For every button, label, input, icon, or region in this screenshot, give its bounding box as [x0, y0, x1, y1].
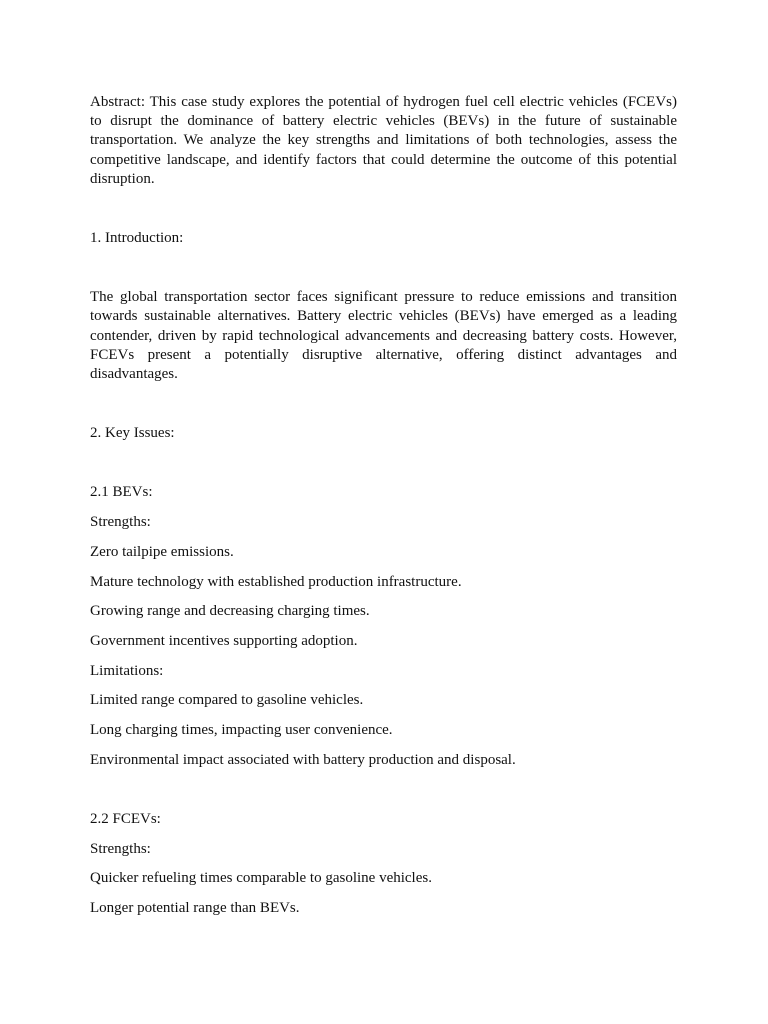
fcevs-strength-item: Quicker refueling times comparable to gasoline vehicles.	[90, 870, 432, 887]
document-page	[90, 93, 677, 918]
bevs-limitation-item: Limited range compared to gasoline vehicles.	[90, 692, 364, 709]
spacer	[90, 770, 677, 810]
bevs-strength-item: Government incentives supporting adoption.	[90, 632, 358, 649]
introduction-paragraph: The global transportation sector faces significant pressure to reduce emissions and transition towards sustainable alternatives. Battery electric vehicles (BEVs) have emerged as a leading contender, driven by rapid technological advancements and decreasing battery costs. However, FCEVs present a potentially disruptive alternative, offering distinct advantages and disadvantages.	[90, 289, 677, 383]
bevs-strength-item: Growing range and decreasing charging times.	[90, 603, 370, 620]
bevs-strength-item: Zero tailpipe emissions.	[90, 543, 234, 560]
subsection-heading-bevs: 2.1 BEVs:	[90, 484, 153, 501]
bevs-strength-item: Mature technology with established production infrastructure.	[90, 573, 462, 590]
bevs-limitation-item: Environmental impact associated with battery production and disposal.	[90, 751, 516, 768]
bevs-limitations-label: Limitations:	[90, 662, 164, 679]
fcevs-strengths-label: Strengths:	[90, 840, 151, 857]
bevs-strengths-label: Strengths:	[90, 514, 151, 531]
fcevs-strength-item: Longer potential range than BEVs.	[90, 900, 300, 917]
bevs-limitation-item: Long charging times, impacting user convenience.	[90, 722, 393, 739]
section-heading-key-issues: 2. Key Issues:	[90, 425, 175, 442]
abstract-paragraph: Abstract: This case study explores the potential of hydrogen fuel cell electric vehicles (FCEVs) to disrupt the dominance of battery electric vehicles (BEVs) in the future of sustainable transportation. We analyze the key strengths and limitations of both technologies, assess the competitive landscape, and identify factors that could determine the outcome of this potential disruption.	[90, 94, 677, 187]
spacer	[90, 443, 677, 483]
section-heading-introduction: 1. Introduction:	[90, 230, 184, 247]
subsection-heading-fcevs: 2.2 FCEVs:	[90, 810, 161, 827]
spacer	[90, 189, 677, 229]
spacer	[90, 384, 677, 424]
spacer	[90, 248, 677, 288]
